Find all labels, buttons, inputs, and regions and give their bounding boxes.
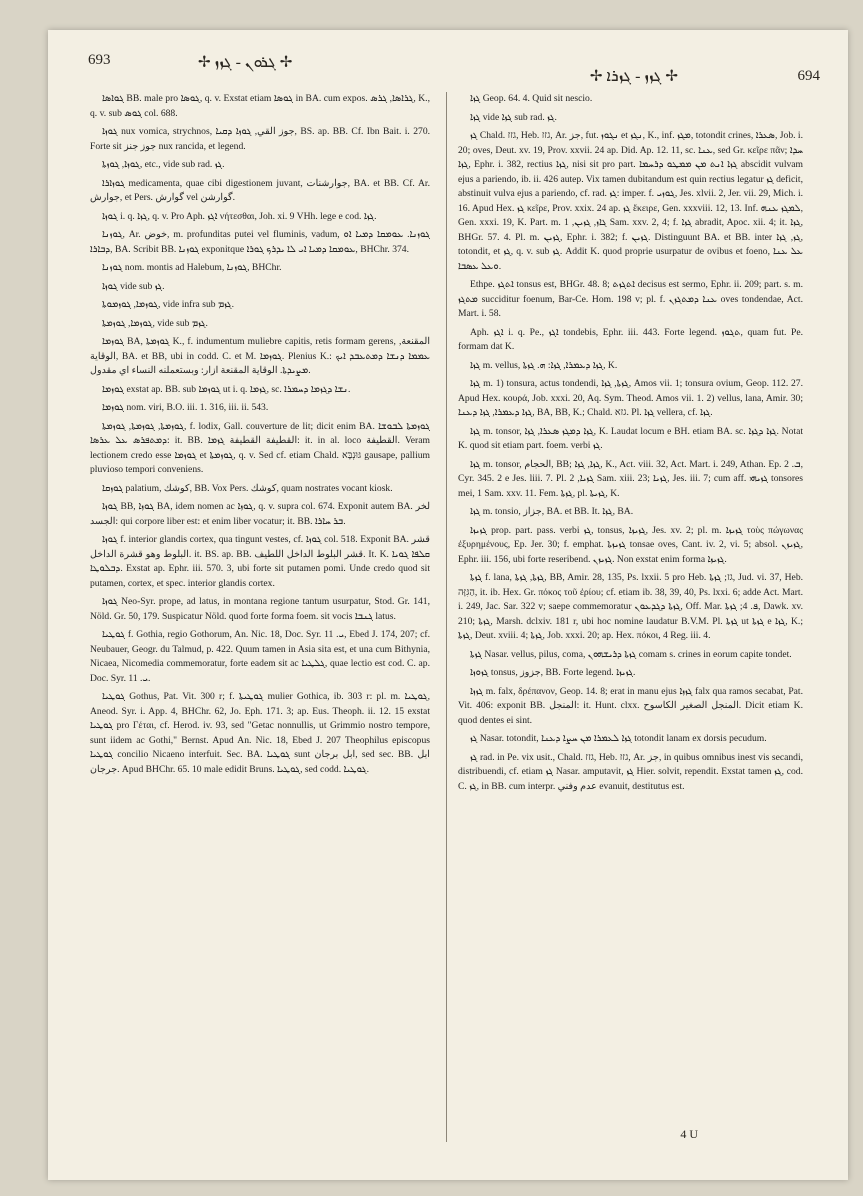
- running-title-left: ✢ ܓܪܘܢ - ܓܙܙ ✢: [198, 54, 293, 71]
- entry: ܓܙ Nasar. totondit, ܓܙܐ ܠܥܡܪܐ ܡܢ ܚܨܐ ܕܥܢܐ totondit lanam ex dorsis pecudum.: [470, 733, 767, 744]
- entry: ܓܙ rad. in Pe. vix usit., Chald. גזז, Heb. גזז, Ar. جز, in quibus omnibus inest vis secandi, distribuendi, cf. etiam ܓܙ Nasar. amputavit, ܓܙ Hier. solvit, rependit. Exstat tamen ܓܙ, cod. C. ܓܙ, in BB. cum interpr. عدم وفني evanuit, destitutus est.: [458, 751, 803, 792]
- entry: ܓܙܐ m. vellus, ܓܙܐ ܕܥܡܪܐ, ܓܙܐ: ܗ. ܓܙܬܐ, K.: [470, 359, 618, 371]
- entry: ܓܘܙܐܪܐ medicamenta, quae cibi digestionem juvant, جوارشنات, BA. et BB. Cf. Ar. جوارش, et Pers. گوارش vel گوارشن.: [90, 177, 430, 203]
- entry: ܓܘܙܐ, ܓܘܙܬܐ, etc., vide sub rad. ܓܙ.: [102, 159, 225, 170]
- left-column: [90, 92, 430, 1152]
- entry: ܓܙܘܙܐ tonsus, جزوز, BB. Forte legend. ܓܙܝܙܐ.: [470, 667, 636, 678]
- entry: ܓܘܙܢܐ nom. montis ad Halebum, ܓܘܙܢܐ, BHChr.: [102, 262, 282, 273]
- entry: ܓܘܙܡܐ exstat ap. BB. sub ܓܘܙܡܐ ut i. q. ܓܙܡܐ, sc. ܢܫܐ ܕܓܙܡܐ ܕܚܡܪܐ.: [102, 383, 351, 395]
- entry: Aph. ܐܓܙ i. q. Pe., ܐܓܙ tondebis, Ephr. iii. 443. Forte legend. ܬܓܘܙ, quam fut. Pe. formam dat K.: [458, 326, 803, 352]
- entry: ܓܙܬܐ f. lana, ܓܙܬܐ, ܓܙܬܐ, BB, Amir. 28, 135, Ps. lxxii. 5 pro Heb. גז; ܓܙܬܐ, Jud. vi. 37, Heb. הַגִּזָּה, it. ib. Hex. Gr. πόκος τοῦ ἐρίου; cf. etiam ib. 38, 39, 40, Ps. lxxi. 6; adde Act. Mart. i. 249, Jac. Sar. 322 v; saepe commemoratur ܓܙܬܐ ܕܓܕܥܘܢ, Off. Mar. ܦ. 4; ܓܙܬܐ, Dawk. xv. 210; ܓܙܬܐ, Marsh. dclxiv. 181 r, ubi hoc nomine laudatur B.V.M. Pl. ܓܙܬܐ ut ܓܙܬܐ e ܓܙܐ, K.; ܓܙܬܐ, Deut. xviii. 4; ܓܙܬܐ, Job. xxxi. 20; ap. Hex. πόκοι, 4 Reg. iii. 4.: [458, 572, 803, 641]
- entry: ܓܘܙܡܐ, ܓܘܙܡܬܐ, vide sub ܓܙܡ.: [102, 317, 208, 329]
- entry: ܓܘܙܐ BB, ܓܘܙܐ BA, idem nomen ac ܓܘܙܐ, q. v. supra col. 674. Exponit autem BA. لخر الجسد: qui corpore liber est: et enim liber vocatur; it. BB. ܒܪ ܚܐܪܐ.: [90, 501, 430, 527]
- entry: ܓܙܐ m. 1) tonsura, actus tondendi, ܓܙܬܐ, ܓܙܐ, Amos vii. 1; tonsura ovium, Geop. 112. 27. Apud Hex. κουρά, Job. xxxi. 20, Aq. Sym. Theod. Amos vii. 1. 2) vellus, lana, Amir. 30; ܓܙܐ ܕܥܡܪܐ, ܓܙܐ ܕܥܢܐ, BA, BB, K.; Chald. גזא. Pl. ܓܙܐ vellera, cf. ܓܙܐ.: [458, 378, 803, 418]
- entry: ܓܙܐ m. tonsio, جزاز, BA. et BB. It. ܓܙܐ, BA.: [470, 506, 634, 517]
- entry: ܓܘܙܐ Neo-Syr. prope, ad latus, in montana regione tantum usurpatur, Stod. Gr. 141, Nöld. Gr. 50, 179. Suspicatur Nöld. quod forte forma foem. sit vocis ܓܢܒܐ latus.: [90, 596, 430, 622]
- entry: ܓܘܐܣܐ BB. male pro ܓܘܣܐ, q. v. Exstat etiam ܓܘܣܐ in BA. cum expos. ܓܪܐܣܐ, ܓܪܣ, K., q. v. sub ܓܘܣ col. 688.: [90, 93, 430, 119]
- entry: ܓܙܐ m. tonsor, ܓܙܐ ܕܡܓܙ ܣܥܪܐ, ܓܙܐ, K. Laudat locum e BH. etiam BA. sc. ܓܙܐ ܕܓܙܐ. Notat K. quod sit etiam part. foem. verbi ܓܙ.: [458, 425, 803, 451]
- entry: ܓܙܐ m. tonsor, الحجام, BB; ܓܙܐ, ܓܙܐ, K., Act. viii. 32, Act. Mart. i. 249, Athan. Ep. ܒ. 2, Cyr. 345. 2 e Jes. liii. 7. Pl. ܓܙܝܐ, 2 Sam. xiii. 23; ܓܙܝܐ, Jes. iii. 7; cum aff. ܓܙܝܗܝ tonsores mei, 1 Sam. xxv. 11. Fem. ܓܙܬܐ, pl. ܓܙܝܬܐ, K.: [458, 458, 803, 499]
- entry: ܓܙ Chald. גזז, Heb. גזז, Ar. جز, fut. ܢܓܘܙ et ܢܓܙ, K., inf. ܡܓܙ, totondit crines, ܣܥܪܐ, Job. i. 20; oves, Deut. xv. 19, Prov. xxvii. 24 ap. Did. Ap. 12. 11, sc. ܥܢܐ, sed Gr. κεῖρε πᾶν; ܚܕܐ ܓܙܐ, Ephr. i. 382, rectius ܓܙܐ, nisi sit pro part. ܓܙܐ ܐܢܬ ܡܢ ܡܡܛܘ ܕܪܚܡܐ abscidit vulvam ejus a pariendo, ib. ii. 426 autep. Vix tamen dubitandum est quin rectius legatur ܓܙ deficit, abstinuit vulva ejus a pariendo, cf. rad. ܓܙ: imper. f. ܓܘܙܝ, Jes. xlvii. 2, Jer. vii. 29, Mich. i. 16. Apud Hex. ܓܙ κεῖρε, Prov. xxix. 24 ap. ܓܙ ἔκειρε, Gen. xxxviii. 12, 13. Inf. ܠܡܓܙ ܥܢܗ, Gen. xxxi. 19, K. Part. m. ܓܐܙ, ܓܙܝܢ, 1 Sam. xxv. 2, 4; f. ܓܙܐ abradit, Apoc. xii. 4; it. ܓܙܐ, BHGr. 57. 4. Pl. m. ܓܙܝܢ, Ephr. i. 382; f. ܓܙܝܢ. Distinguunt BA. et BB. inter ܓܙ, ܓܙܐ, totondit, et ܓܙ, q. v. sub ܓܙ. Addit K. quod proprie usurpatur de ovibus et foeno, ܥܠ ܥܢܐ ܘܥܠ ܥܣܒܐ.: [458, 130, 803, 272]
- column-divider: [446, 92, 447, 1142]
- entry: ܓܘܙܐ vide sub ܓܙ.: [102, 280, 165, 292]
- entry: ܓܙܝܙܐ prop. part. pass. verbi ܓܙ, tonsus, ܓܙܝܙܐ, Jes. xv. 2; pl. m. ܓܙܝܙܐ τοὺς πώγωνας ἐξυρημένους, Ep. Jer. 30; f. emphat. ܓܙܝܙܬܐ tonsae oves, Cant. iv. 2, vi. 5; absol. ܓܙܝܙܢ, Ephr. iii. 156, ubi forte reseribend. ܓܙܝܙܢ. Non exstat enim forma ܓܙܝܙܐ.: [458, 524, 803, 565]
- entry: ܓܘܛܝܐ Gothus, Pat. Vit. 300 r; f. ܓܘܛܝܬܐ mulier Gothica, ib. 303 r: pl. m. ܓܘܛܝܐ, Aneod. Syr. i. App. 4, BHChr. 62, Jo. Eph. 171. 3; ap. Eus. Theoph. ii. 12. 15 exstat ܓܘܛܝܐ pro Γέται, cf. Herod. iv. 93, sed "Getac nonnullis, ut Grimmio nostro tempore, sunt iidem ac Gothi," Bernst. Apud An. Nic. 18, Ebed J. 207 Theophilus episcopus ܓܘܛܝܐ concilio Nicaeno interfuit. Sec. BA. ܓܘܛܝܐ sunt ابل برجان, sed sec. BB. ابل جرجان. Apud BHChr. 65. 10 male edidit Bruns. ܓܘܛܝܐ, sed codd. ܓܘܛܝܐ.: [90, 691, 430, 775]
- entry: ܓܙܬܐ Nasar. vellus, pilus, coma, ܓܙܬܐ ܕܪܝܫܗܘܢ comam s. crines in eorum capite tondet.: [470, 648, 792, 660]
- right-column: [458, 92, 803, 1142]
- entry: ܓܘܙܐ f. interior glandis cortex, qua tingunt vestes, cf. ܓܘܙܐ col. 518. Exponit BA. قشر البلوط وهو قشرة الداخل. it. BS. ap. BB. قشر البلوط الداخل اللطيف. It. K. ܩܠܦܐ ܓܘܝܐ ܕܒܠܘܛܐ. Exstat ap. Ephr. iii. 570. 3, ubi forte sit putamen pomi. Unde credo quod sit putamen, cortex, et spec. interior glandis cortex.: [90, 534, 430, 589]
- entry: ܓܙܐ vide ܓܙܐ sub rad. ܓܙ.: [470, 111, 557, 123]
- entry: ܓܘܙܐ nux vomica, strychnos, جوز القي, ܓܘܙܐ ܕܩܝܐ, BS. ap. BB. Cf. Ibn Bait. i. 270. Forte sit جوز جنز nux rancida, et legend.: [90, 126, 430, 152]
- entry: ܓܘܙܢܐ, Ar. خوض, m. profunditas putei vel fluminis, vadum, ܓܘܙܢܐ. ܥܘܡܩܐ ܕܡܝܐ ܐܘ ܕܒܐܪܐ, BA. Scribit BB. ܓܘܙܢܐ exponitque ܥܘܡܩܐ ܕܡܝܐ ܐܝ ܠܐ ܝܕܪܟ ܓܘܪܐ, BHChr. 374.: [90, 229, 430, 255]
- entry: ܓܘܙܡܐ, ܓܘܙܡܘܬܐ, vide infra sub ܓܙܡ.: [102, 299, 234, 310]
- entry: ܓܘܙܡܐ BA, ܓܘܙܡܬܐ K., f. indumentum muliebre capitis, retis formam gerens, المقنعة, الوقاية, BA. et BB, ubi in codd. C. et M. ܓܘܙܡܐ. Plenius K.: ܥܡܡܐ ܕܢܫܐ ܕܡܬܥܒܕ ܐܝܟ ܡܨܝܕܬܐ. الوقاية المقنعة ازار: وبستعملنه النساء اي مقدول.: [90, 336, 430, 376]
- running-title-right: ✢ ܓܙܙ - ܓܙܪܐ ✢: [589, 68, 678, 85]
- entry: ܓܘܛܝܐ f. Gothia, regio Gothorum, An. Nic. 18, Doc. Syr. ܝ. 11, Ebed J. 174, 207; cf. Neubauer, Geogr. du Talmud, p. 422. Quum tamen in Asia sita est, et una cum Bithynia, Nicaea, Nicomedia commemoratur, forte eadem sit ac ܓܠܛܝܐ, quae lectio est cod. C. ap. Doc. Syr. ܝ. 11.: [90, 629, 430, 684]
- signature-mark: 4 U: [680, 1127, 698, 1141]
- page-number-right: 694: [797, 68, 820, 84]
- entry: ܓܘܙܩܐ palatium, كوشك, BB. Vox Pers. كوشك, quam nostrates vocant kiosk.: [102, 482, 393, 494]
- page-number-left: 693: [88, 52, 111, 68]
- dictionary-page: [48, 30, 848, 1180]
- entry: ܓܘܙܐ i. q. ܓܙܐ, q. v. Pro Aph. ܐܓܙ νήτεσθαι, Joh. xi. 9 VHh. lege e cod. ܓܙܐ.: [102, 210, 377, 222]
- page-header: [48, 50, 848, 85]
- entry: ܓܘܙܡܐ nom. viri, B.O. iii. 1. 316, iii. ii. 543.: [102, 402, 269, 413]
- entry: ܓܙܐ Geop. 64. 4. Quid sit nescio.: [470, 93, 593, 104]
- entry: ܓܘܙܡܬܐ, ܓܘܙܡܬܐ, ܓܘܙܡܬܐ, f. lodix, Gall. couverture de lit; dicit enim BA. ܓܘܙܡܬܐ ܠܒܘܫܐ ܕܡܬܦܪܣ ܥܠ ܥܪܣܐ: it. BB. القطيفة القطيفة ܓܙܡܐ: it. in al. loco القطيفة. Veram lectionem credo esse ܓܘܙܡܐ et ܓܘܙܡܬܐ, q. v. Sed cf. etiam Chald. גּוּנְבָּא gausape, pallium pluvioso tempori conveniens.: [90, 420, 430, 475]
- entry: Ethpe. ܐܬܓܙ tonsus est, BHGr. 48. 8; ܐܬܓܙܬ decisus est sermo, Ephr. ii. 209; part. s. m. ܡܬܓܙ succiditur foenum, Bar-Ce. Hom. 198 v; pl. f. ܥܢܐ ܕܡܬܓܙܢ oves tondendae, Act. Mart. i. 58.: [458, 279, 803, 319]
- entry: ܓܙܙܐ m. falx, δρέπανον, Geop. 14. 8; erat in manu ejus ܓܙܙܐ falx qua ramos secabat, Pat. Vit. 406: exponit BB. المنجل: it. Hunt. clxx. المنجل الصغير الكاسوح. Dicit etiam K. quod dentes ei sint.: [458, 685, 803, 726]
